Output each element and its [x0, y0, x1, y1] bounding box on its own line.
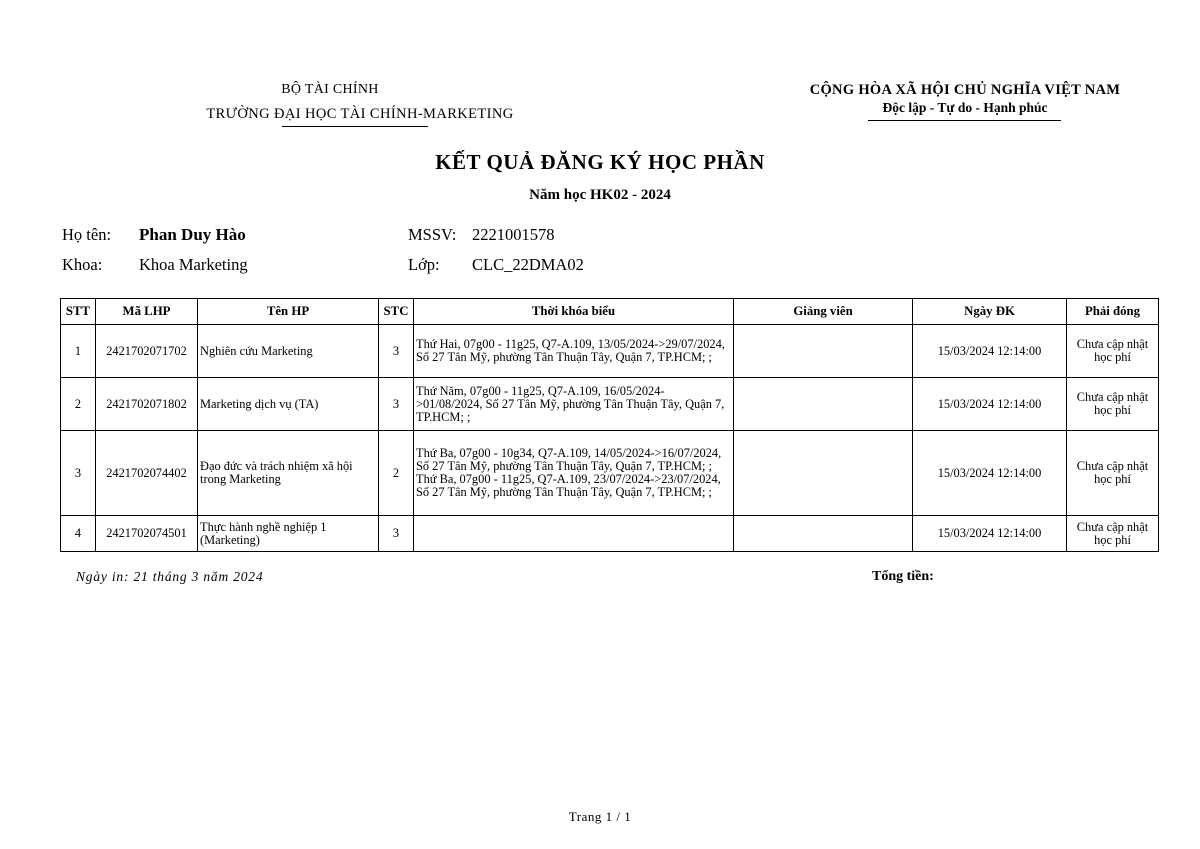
republic-name: CỘNG HÒA XÃ HỘI CHỦ NGHĨA VIỆT NAM [809, 82, 1121, 98]
table-row [61, 431, 1159, 516]
header-code: Mã LHP [96, 299, 198, 325]
cell-stt: 1 [61, 325, 96, 378]
cell-credits: 2 [379, 431, 414, 516]
ministry-name: BỘ TÀI CHÍNH [281, 82, 379, 97]
total-amount-label: Tổng tiền: [872, 569, 934, 584]
cell-register-date: 15/03/2024 12:14:00 [913, 325, 1067, 378]
cell-schedule: Thứ Hai, 07g00 - 11g25, Q7-A.109, 13/05/2024->29/07/2024, Số 27 Tân Mỹ, phường Tân Thuận Tây, Quận 7, TP.HCM; ; [414, 325, 734, 378]
faculty-name: Khoa Marketing [139, 255, 248, 274]
faculty-label: Khoa: [62, 255, 103, 274]
header-register-date: Ngày ĐK [913, 299, 1067, 325]
class-label: Lớp: [408, 255, 440, 274]
print-date: Ngày in: 21 tháng 3 năm 2024 [76, 569, 264, 584]
header-stt: STT [61, 299, 96, 325]
header-lecturer: Giảng viên [734, 299, 913, 325]
cell-fee: Chưa cập nhật học phí [1067, 516, 1159, 552]
school-underline [282, 126, 428, 127]
name-label: Họ tên: [62, 225, 112, 244]
cell-course-name: Đạo đức và trách nhiệm xã hội trong Marketing [198, 431, 379, 516]
school-name: TRƯỜNG ĐẠI HỌC TÀI CHÍNH-MARKETING [206, 106, 514, 122]
national-motto: Độc lập - Tự do - Hạnh phúc [882, 100, 1048, 115]
document-title: KẾT QUẢ ĐĂNG KÝ HỌC PHẦN [435, 150, 765, 174]
table-row [61, 378, 1159, 431]
cell-credits: 3 [379, 378, 414, 431]
student-id: 2221001578 [472, 225, 555, 244]
cell-code: 2421702074501 [96, 516, 198, 552]
cell-schedule: Thứ Ba, 07g00 - 10g34, Q7-A.109, 14/05/2024->16/07/2024, Số 27 Tân Mỹ, phường Tân Thuận Tây, Quận 7, TP.HCM; ; Thứ Ba, 07g00 - 11g25, Q7-A.109, 23/07/2024->23/07/2024, Số 27 Tân Mỹ, phường Tân Thuận Tây, Quận 7, TP.HCM; ; [414, 431, 734, 516]
cell-course-name: Nghiên cứu Marketing [198, 325, 379, 378]
cell-credits: 3 [379, 325, 414, 378]
cell-stt: 4 [61, 516, 96, 552]
header-fee: Phải đóng [1067, 299, 1159, 325]
cell-fee: Chưa cập nhật học phí [1067, 325, 1159, 378]
page-number: Trang 1 / 1 [568, 809, 632, 824]
cell-code: 2421702071802 [96, 378, 198, 431]
registration-table [60, 298, 1159, 552]
table-row [61, 325, 1159, 378]
cell-fee: Chưa cập nhật học phí [1067, 378, 1159, 431]
cell-credits: 3 [379, 516, 414, 552]
cell-register-date: 15/03/2024 12:14:00 [913, 516, 1067, 552]
cell-lecturer [734, 516, 913, 552]
cell-lecturer [734, 378, 913, 431]
table-row [61, 516, 1159, 552]
cell-schedule [414, 516, 734, 552]
student-id-label: MSSV: [408, 225, 457, 244]
cell-fee: Chưa cập nhật học phí [1067, 431, 1159, 516]
cell-course-name: Marketing dịch vụ (TA) [198, 378, 379, 431]
cell-lecturer [734, 325, 913, 378]
cell-register-date: 15/03/2024 12:14:00 [913, 431, 1067, 516]
cell-lecturer [734, 431, 913, 516]
motto-underline [868, 120, 1061, 121]
header-course-name: Tên HP [198, 299, 379, 325]
student-name: Phan Duy Hào [139, 225, 246, 244]
cell-code: 2421702074402 [96, 431, 198, 516]
class-name: CLC_22DMA02 [472, 255, 584, 274]
table-header-row [61, 299, 1159, 325]
cell-course-name: Thực hành nghề nghiệp 1 (Marketing) [198, 516, 379, 552]
header-credits: STC [379, 299, 414, 325]
cell-register-date: 15/03/2024 12:14:00 [913, 378, 1067, 431]
cell-schedule: Thứ Năm, 07g00 - 11g25, Q7-A.109, 16/05/2024->01/08/2024, Số 27 Tân Mỹ, phường Tân Thuận Tây, Quận 7, TP.HCM; ; [414, 378, 734, 431]
cell-stt: 2 [61, 378, 96, 431]
header-schedule: Thời khóa biểu [414, 299, 734, 325]
cell-code: 2421702071702 [96, 325, 198, 378]
academic-term: Năm học HK02 - 2024 [529, 187, 671, 203]
cell-stt: 3 [61, 431, 96, 516]
